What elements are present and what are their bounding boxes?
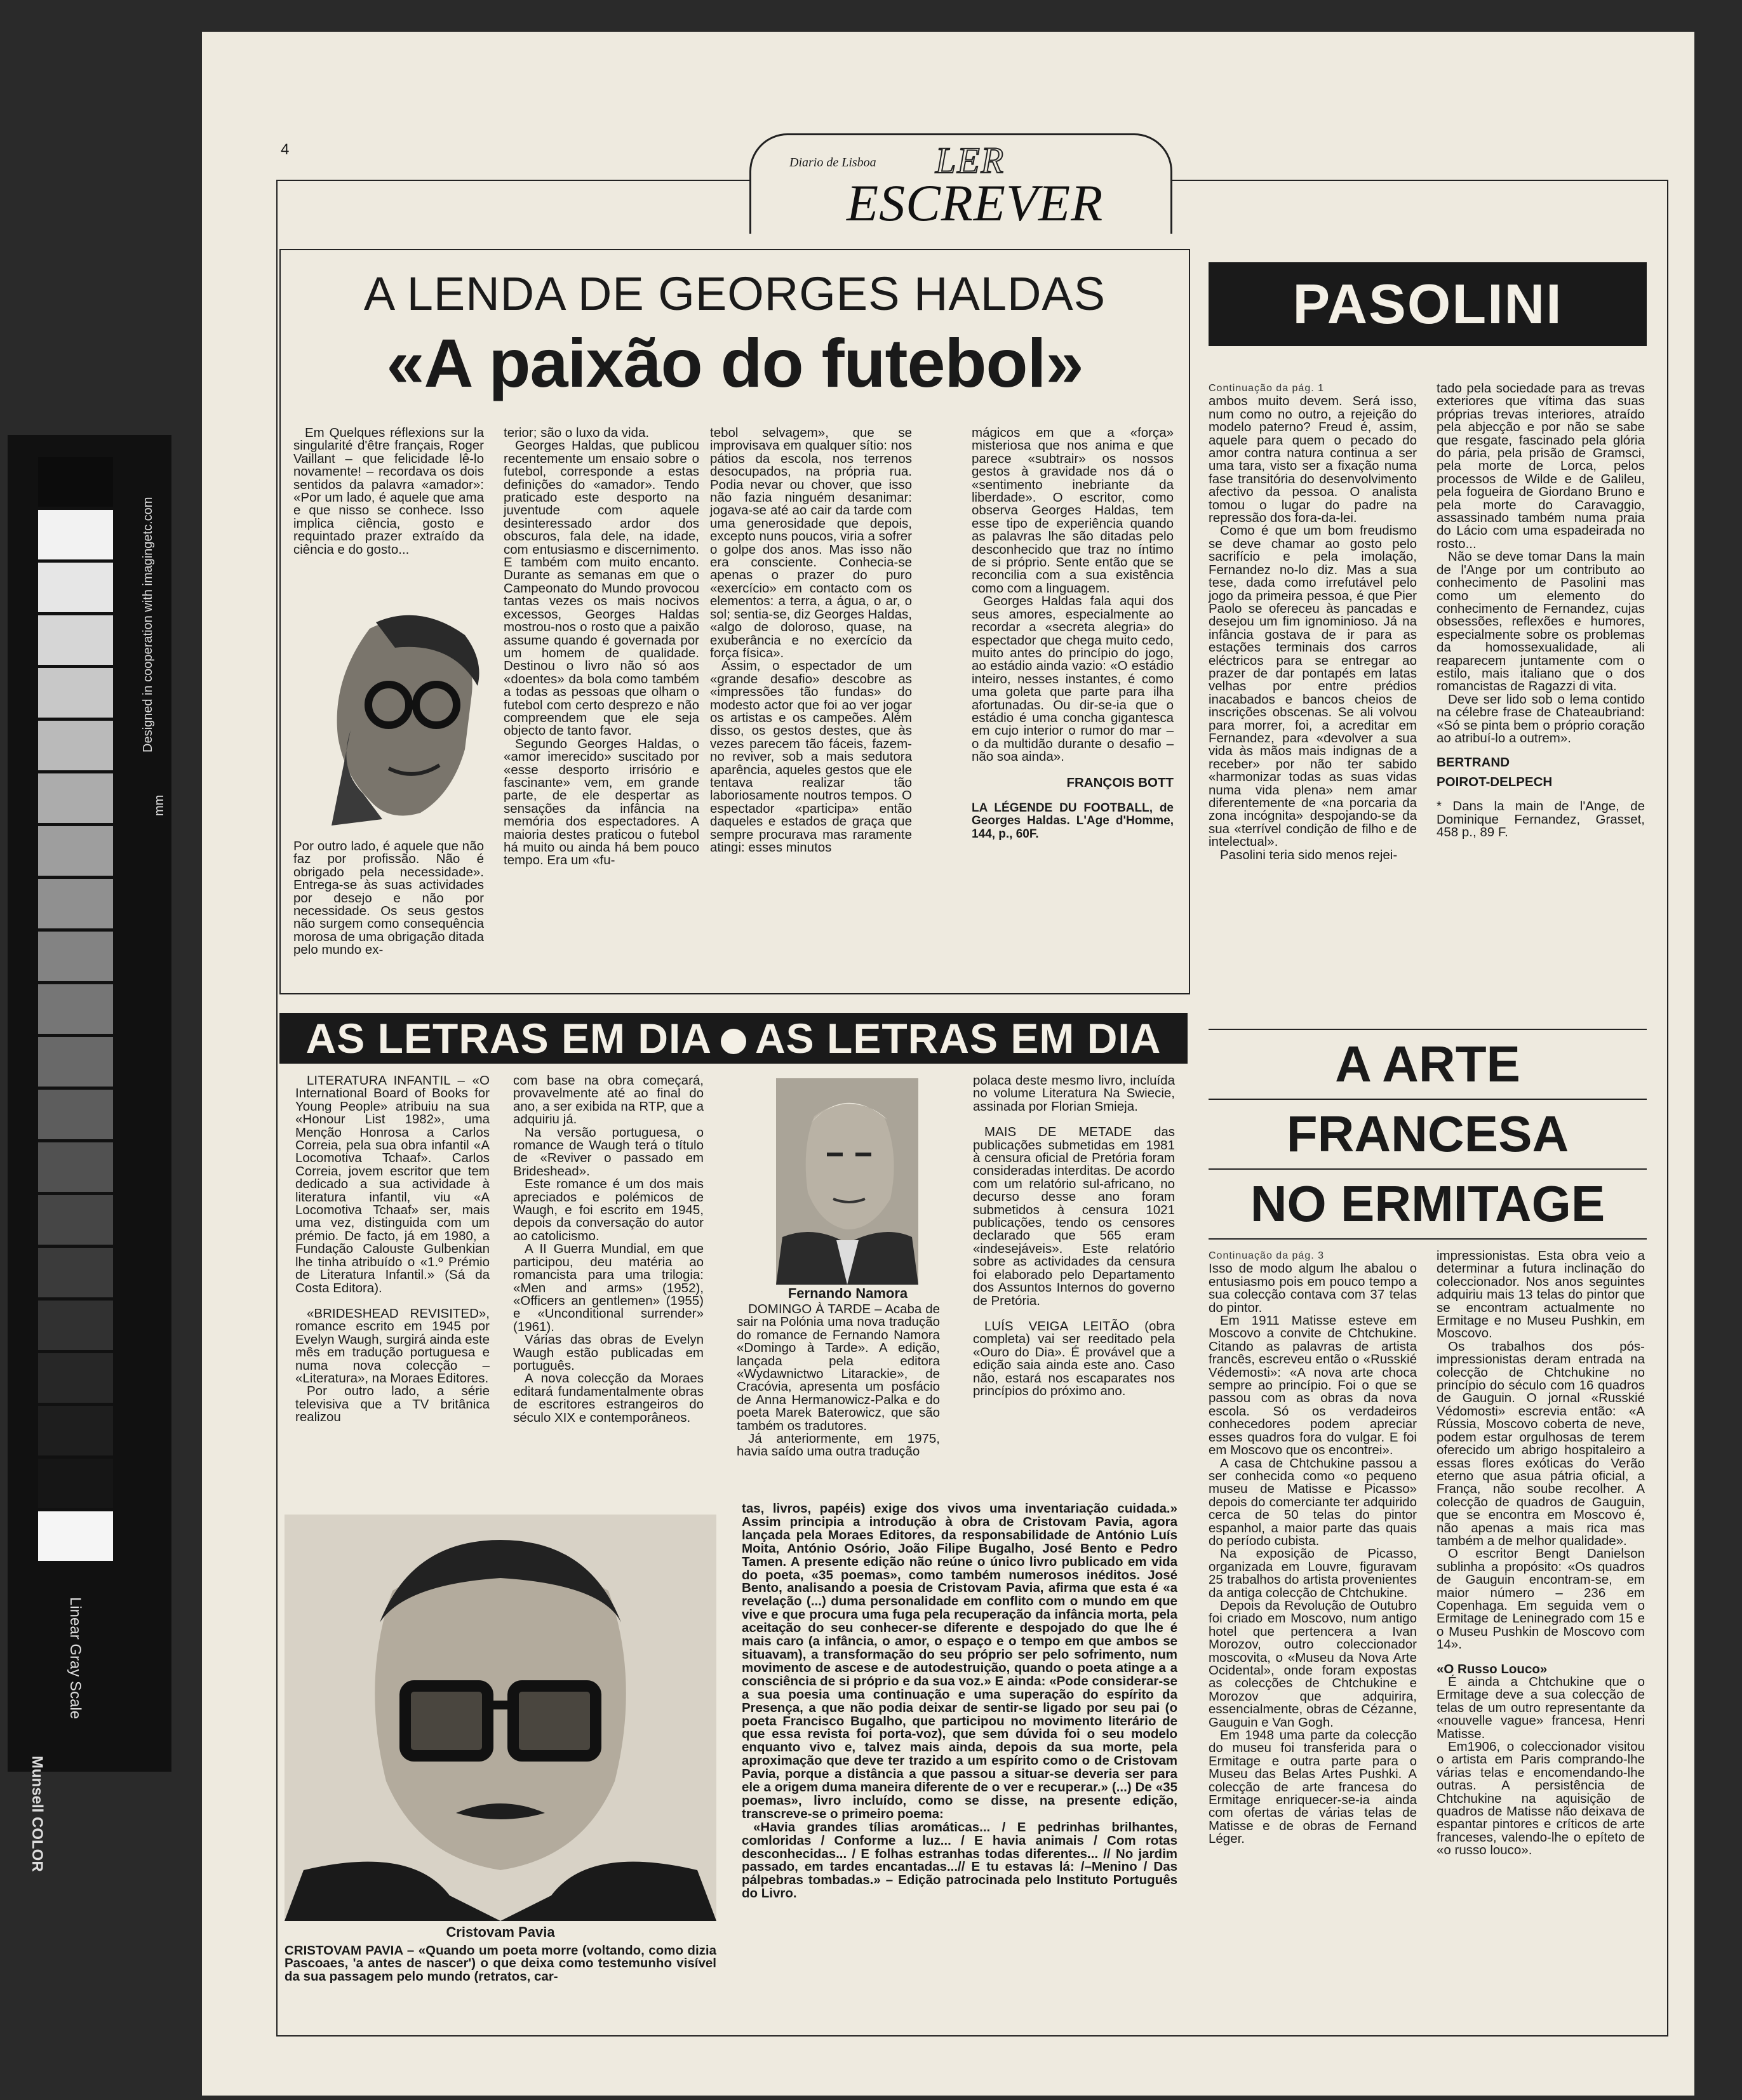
paragraph: MAIS DE METADE das publicações submetidas em 1981 à censura oficial de Pretória foram consideradas interditas. De acordo com um relatório sul-africano, no decurso desse ano foram submetidos à censura 1021 publicações, tendo os censores declarado que 565 eram «indesejáveis». Este relatório sobre as actividades da censura foi elaborado pelo Departamento dos Assuntos Internos do governo de Pretória. (973, 1125, 1175, 1308)
gray-swatch (38, 1037, 113, 1087)
gray-swatch (38, 1301, 113, 1350)
paragraph: mágicos em que a «força» misteriosa que nos anima e que parece «subtrair» os nossos gestos à gravidade nos dá o «sentimento inebriante da liberdade». O escritor, como observa Georges Haldas, tem esse tipo de experiência quando as palavras lhe são ditadas pelo desconhecido que traz no íntimo de si próprio. Sente então que se reconcilia com a sua existência como com a linguagem. (972, 425, 1174, 596)
paragraph: Por outro lado, a série televisiva que a TV britânica realizou (295, 1384, 490, 1425)
gray-swatch (38, 826, 113, 876)
gray-swatch (38, 1353, 113, 1403)
pasolini-note: * Dans la main de l'Ange, de Dominique Fernandez, Grasset, 458 p., 89 F. (1437, 799, 1645, 839)
letras-banner-right: AS LETRAS EM DIA (755, 1015, 1162, 1062)
paragraph: terior; são o luxo da vida. (504, 425, 650, 440)
main-col1-bottom (293, 840, 484, 957)
paragraph: Na versão portuguesa, o romance de Waugh terá o título de «Reviver o passado em Brideshead». (513, 1125, 704, 1179)
gray-swatch (38, 1195, 113, 1245)
pasolini-author-line2: POIROT-DELPECH (1437, 774, 1553, 789)
paragraph: Em1906, o coleccionador visitou o artista em Paris comprando-lhe várias telas e encomendando-lhe outras. A persistência de Chtchukine na aquisição de quadros de Matisse não deixava de espantar pintores e críticos de arte franceses, valendo-lhe o epíteto de «o russo louco». (1437, 1739, 1645, 1858)
bullet-icon (721, 1029, 746, 1054)
pasolini-author-line1: BERTRAND (1437, 755, 1510, 770)
gray-swatch (38, 721, 113, 770)
gray-mm-label: mm (152, 794, 166, 816)
paragraph: «BRIDESHEAD REVISITED», romance escrito em 1945 por Evelyn Waugh, surgirá ainda este mês em tradução portuguesa e numa nova colecção – «Literatura», na Moraes Editores. (295, 1306, 490, 1386)
paragraph: Os trabalhos dos pós-impressionistas deram entrada na colecção de Chtchukine no princípio do século com 16 quadros de Gauguin. O jornal «Russkié Védomosti» escrevia então: «A Rússia, Moscovo coberta de neve, podem estar orgulhosas de terem oferecido um abrigo hospitaleiro a essas flores exóticas do Verão eterno que asua pátria oficial, a França, não soube recolher. A colecção de quadros de Gauguin, que se encontra em Moscovo é, não apenas a mais rica mas também a de melhor qualidade». (1437, 1339, 1645, 1548)
letras-banner (279, 1013, 1188, 1064)
paragraph: Não se deve tomar Dans la main de l'Ange por um contributo ao conhecimento de Pasolini mas como um elemento do conhecimento de Fernandez, cujas obsessões, reflexões e humores, especialmente sobre os problemas da homossexualidade, ali reaparecem juntamente com o estilo, mais italiano que o dos romancistas de Ragazzi di vita. (1437, 549, 1645, 694)
gray-brand: Munsell COLOR (29, 1756, 46, 1872)
paragraph: Em Quelques réflexions sur la singularité d'être français, Roger Vaillant – que felicidade lê-lo novamente! – recordava os dois sentidos da palavra «amador»: «Por um lado, é aquele que ama e que nisso se conhece. Isso implica ciência, gosto e requintado prazer extraído da ciência e do gosto... (293, 425, 484, 557)
paragraph: É ainda a Chtchukine que o Ermitage deve a sua colecção de telas de um outro representante da «nouvelle vague» francesa, Henri Matisse. (1437, 1675, 1645, 1741)
namora-caption: Fernando Namora (787, 1285, 908, 1301)
gray-swatch (38, 510, 113, 559)
gray-swatch (38, 1459, 113, 1508)
gray-scale-name: Linear Gray Scale (67, 1597, 84, 1720)
paragraph: tebol selvagem», que se improvisava em qualquer sítio: nos pátios da escola, nos terrenos desocupados, na própria rua. Podia nevar ou chover, que isso não fazia ninguém desanimar: jogava-se até ao cair da tarde com uma generosidade que depois, excepto nuns poucos, viria a sofrer o golpe dos anos. Mas isso não era consciente. Conhecia-se apenas o prazer do puro «exercício» em contacto com os elementos: a terra, a água, o ar, o sol; sentia-se, diz Georges Haldas, «algo de doloroso, quase, na exuberância e no exercício da força física». (710, 425, 912, 660)
namora-photo (776, 1078, 918, 1285)
paragraph: polaca deste mesmo livro, incluída no volume Literatura Na Swiecie, assinada por Florian Smieja. (973, 1073, 1175, 1114)
arte-francesa-headline (1209, 1029, 1647, 1240)
gray-swatch (38, 668, 113, 718)
letras-col1 (295, 1074, 490, 1424)
pavia-text (742, 1502, 1177, 1901)
paragraph: Na exposição de Picasso, organizada em Louvre, figuravam 25 trabalhos do artista provenientes da antiga colecção de Chtchukine. (1209, 1546, 1417, 1600)
logo-ler: LER (935, 140, 1005, 181)
gray-swatch (38, 879, 113, 928)
subhead: «O Russo Louco» (1437, 1661, 1548, 1676)
paragraph: Este romance é um dos mais apreciados e polémicos de Waugh, e foi escrito em 1945, depois da conversação do autor ao catolicismo. (513, 1177, 704, 1243)
paragraph: com base na obra começará, provavelmente até ao final do ano, a ser exibida na RTP, que a adquiriu já. (513, 1073, 704, 1127)
gray-swatch (38, 1248, 113, 1297)
letras-col4 (973, 1074, 1175, 1398)
gray-swatch (38, 773, 113, 823)
haldas-portrait (293, 603, 492, 833)
continuation-label: Continuação da pág. 3 (1209, 1250, 1325, 1261)
paragraph: ambos muito devem. Será isso, num como no outro, a rejeição do modelo paterno? Freud é, assim, aquele para quem o pecado do amor contra natura continua a ser uma tara, visto ser a fixação numa fase transitória do desenvolvimento afectivo da pessoa. O analista tomou o lugar do padre na repressão dos fora-da-lei. (1209, 394, 1417, 526)
gray-swatch (38, 457, 113, 507)
pavia-caption-text (285, 1944, 716, 1983)
headline-line: FRANCESA (1209, 1100, 1647, 1170)
article-author: FRANÇOIS BOTT (1066, 775, 1174, 790)
headline-line: A ARTE (1209, 1029, 1647, 1100)
paragraph: Isso de modo algum lhe abalou o entusiasmo pois em pouco tempo a sua colecção contava com 37 telas do pintor. (1209, 1261, 1417, 1315)
paragraph: Deve ser lido sob o lema contido na célebre frase de Chateaubriand: «Só se pinta bem o próprio coração ao atribuí-lo a outrem». (1437, 692, 1645, 746)
gray-scale-target (8, 435, 171, 1872)
main-col4 (972, 427, 1174, 841)
paragraph: LUÍS VEIGA LEITÃO (obra completa) vai ser reeditado pela «Ouro do Dia». É provável que a edição saia ainda este ano. Caso não, estará nos escaparates nos princípios do próximo ano. (973, 1318, 1175, 1398)
gray-swatch (38, 984, 113, 1034)
paragraph: Várias das obras de Evelyn Waugh estão publicadas em português. (513, 1332, 704, 1373)
paragraph: Em 1948 uma parte da colecção do museu foi transferida para o Ermitage e outra parte para o Museu das Belas Artes Pushki. A colecção de arte francesa do Ermitage enriquecer-se-ia ainda com ofertas de várias telas de Matisse e de obras de Fernand Léger. (1209, 1728, 1417, 1847)
gray-swatch (38, 932, 113, 981)
arte-col1 (1209, 1250, 1417, 1846)
main-col1-top (293, 427, 484, 556)
paragraph: tado pela sociedade para as trevas exteriores que vítima das suas próprias trevas interiores, atraído pela abjecção e por não se sabe que resgate, fascinado pela glória do pária, pela prisão de Gramsci, pela morte de Lorca, pelos processos de Wilde e de Galileu, pela fogueira de Giordano Bruno e pela morte do Caravaggio, assassinado também numa praia do Lácio com uma espadeirada no rosto... (1437, 381, 1645, 551)
paragraph: DOMINGO À TARDE – Acaba de sair na Polónia uma nova tradução do romance de Fernando Namora «Domingo à Tarde». A edição, lançada pela editora «Wydawnictwo Litarackie», de Cracóvia, apresenta um posfácio de Anna Hermanowicz-Palka e do poeta Marek Baterowicz, que são também os tradutores. (737, 1302, 940, 1433)
gray-swatch (38, 1142, 113, 1192)
namora-photo-drawing (776, 1078, 918, 1285)
paragraph: O escritor Bengt Danielson sublinha a propósito: «Os quadros de Gauguin encontram-se, em maior número – 236 em Copenhaga. Em seguida vem o Ermitage de Leninegrado com 15 e o Museu Pushkin de Moscovo com 14». (1437, 1546, 1645, 1652)
pasolini-banner: PASOLINI (1209, 262, 1647, 346)
paragraph: Depois da Revolução de Outubro foi criado em Moscovo, num antigo hotel que pertencera a Ivan Morozov, outro coleccionador moscovita, o «Museu da Nova Arte Ocidental», onde foram expostas as colecções de Chtchukine e Morozov que adquirira, essencialmente, obras de Cézanne, Gauguin e Van Gogh. (1209, 1598, 1417, 1730)
paragraph: Em 1911 Matisse esteve em Moscovo a convite de Chtchukine. Citando as palavras de artista francês, escreveu então o «Russkié Védemosti»: «A nova arte choca sempre ao princípio. Foi o que se passou com as obras da nova escola. Só os verdadeiros conhecedores podem apreciar esses quadros fora do vulgar. E foi em Moscovo que os encontrei». (1209, 1313, 1417, 1458)
logo-escrever: ESCREVER (847, 174, 1104, 232)
gray-swatch (38, 1406, 113, 1455)
paragraph: Georges Haldas, que publicou recentemente um ensaio sobre o futebol, corresponde a estas definições do «amador». Tendo praticado este desporto na juventude com aquele desinteressado ardor dos obscuros, fala dele, na idade, com entusiasmo e discernimento. E também com muito encanto. Durante as semanas em que o Campeonato do Mundo provocou tantas vezes os mais nocivos excessos, Georges Haldas mostrou-nos o rosto que a paixão assume quando é governada por um homem de qualidade. Destinou o livro não só aos «doentes» da bola como também a todas as pessoas que olham o futebol com certo desprezo e não compreendem que ele seja objecto de tanto favor. (504, 438, 699, 739)
paragraph: Já anteriormente, em 1975, havia saído uma outra tradução (737, 1431, 940, 1459)
article-headline: «A paixão do futebol» (386, 324, 1083, 401)
gray-swatch (38, 1090, 113, 1139)
gray-swatch (38, 563, 113, 612)
paragraph: A II Guerra Mundial, em que participou, deu matéria ao romancista para uma trilogia: «Men and arms» (1952), «Officers an gentlemen» (1955) e «Unconditional surrender» (1961). (513, 1241, 704, 1334)
paragraph: A nova colecção da Moraes editará fundamentalmente obras de escritores estrangeiros do século XIX e contemporâneos. (513, 1371, 704, 1425)
gray-swatch (38, 1511, 113, 1561)
pasolini-col2 (1437, 382, 1645, 839)
gray-swatch (38, 615, 113, 665)
paragraph: CRISTOVAM PAVIA – «Quando um poeta morre (voltando, como dizia Pascoaes, 'a antes de nascer') o que deixa como testemunho visível da sua passagem pelo mundo (retratos, car- (285, 1943, 716, 1984)
page-number: 4 (281, 141, 290, 158)
pasolini-col1 (1209, 382, 1417, 862)
paragraph: Por outro lado, é aquele que não faz por profissão. Não é obrigado pela necessidade». Entrega-se às suas actividades por desejo e não por necessidade. Os seus gestos não surgem como consequência morosa de uma obrigação ditada pelo mundo ex- (293, 839, 484, 958)
paragraph: tas, livros, papéis) exige dos vivos uma inventariação cuidada.» Assim principia a introdução à obra de Cristovam Pavia, agora lançada pela Moraes Editores, da responsabilidade de António Luís Moita, António Osório, João Filipe Bugalho, José Bento e Pedro Tamen. A presente edição não reúne o único livro publicado em vida do poeta, «35 poemas», como também numerosos inéditos. José Bento, analisando a poesia de Cristovam Pavia, afirma que esta é «a revelação (...) duma personalidade em conflito com o mundo em que vive e que procura uma fuga pela recuperação da infância morta, pela aceitação do seu conhecer-se diferente e despojado do que lhe é mais caro (a infância, o amor, o espaço e o tempo em que ambos se situavam), a transformação do seu próprio ser pelo sofrimento, num movimento de ascese e de autodestruição, quando o poeta atinge a a consciência de si próprio e da sua voz.» E ainda: «Pode considerar-se a sua poesia uma continuação e uma superação do espírito da Presença, a que não podia deixar de sentir-se ligado por seu pai (o poeta Francisco Bugalho, que participou no movimento literário de que essa revista foi porta-voz), que sem dúvida foi o seu modelo enquanto vivo e, talvez mais ainda, depois da sua morte, pela aproximação que deve ter trazido a um espírito como o de Cristovam Pavia, porque a distância a que passou a situar-se deveria ser para ele a origem duma maneira diferente de o ver e recuperar.» (...) De «35 poemas», livro incluído, como se disse, na presente edição, transcreve-se o primeiro poema: (742, 1501, 1177, 1821)
headline-line: NO ERMITAGE (1209, 1170, 1647, 1240)
ler-escrever-logo (749, 133, 1172, 234)
pavia-portrait (285, 1515, 716, 1921)
paragraph: LITERATURA INFANTIL – «O International Board of Books for Young People» atribuiu na sua «Honour List 1982», uma Menção Honrosa a Carlos Correia, pela sua obra infantil «A Locomotiva Tchaaf». Carlos Correia, jovem escritor que tem dedicado a sua actividade à literatura infantil, viu «A Locomotiva Tchaaf» ser, mais uma vez, distinguida com um prémio. De facto, já em 1980, a Fundação Calouste Gulbenkian lhe tinha atribuído o «1.º Prémio de Literatura Infantil.» (Sá da Costa Editora). (295, 1073, 490, 1295)
logo-paper-name: Diario de Lisboa (789, 156, 876, 170)
paragraph: Georges Haldas fala aqui dos seus amores, especialmente ao recordar a «secreta alegria» do espectador que chega muito cedo, muito antes do princípio do jogo, ao estádio ainda vazio: «O estádio inteiro, nesses instantes, é como uma goleta que parte para ilha afortunadas. Ou dir-se-ia que o estádio é uma concha gigantesca em cujo interior o rumor do mar – o da multidão durante o desafio – não soa ainda». (972, 594, 1174, 765)
letras-banner-left: AS LETRAS EM DIA (305, 1015, 712, 1062)
paragraph: Segundo Georges Haldas, o «amor imerecido» suscitado por «esse desporto irrisório e fascinante» vem, em grande parte, de ele despertar as sensações da infância na memória dos espectadores. A maioria destes praticou o futebol há muito ou ainda há bem pouco tempo. Era um «fu- (504, 736, 699, 868)
main-col3 (710, 427, 912, 854)
paragraph: Assim, o espectador de um «grande desafio» descobre as «impressões tão fundas» do modesto actor que foi ao ver jogar os artistas e os campeões. Além disso, os gestos destes, que às vezes parecem tão fáceis, fazem-no reviver, sob a mais sedutora aparência, aqueles gestos que ele tentava realizar tão laboriosamente noutros tempos. O espectador «participa» então daqueles e estados de graça que sempre procurava mas raramente atingi: esses minutos (710, 659, 912, 855)
gray-side-text: Designed in cooperation with imagingetc.com (141, 497, 155, 752)
paragraph: impressionistas. Esta obra veio a determinar a futura inclinação do coleccionador. Nos anos seguintes adquiriu mais 13 telas do pintor que se encontram actualmente no Ermitage e no Museu Pushkin, em Moscovo. (1437, 1248, 1645, 1341)
paragraph: Como é que um bom freudismo se deve chamar ao gosto pelo sacrifício e pela imolação, Fernandez no-lo diz. Mas a sua tese, dada como irrefutável pelo jogo da primeira pessoa, é que Pier Paolo se ofereceu às pancadas e desejou um fim ignominioso. Já na infância gostava de ir para as estações terminais dos carros eléctricos para se entregar ao prazer de dar pontapés em latas velhas por entre prédios inacabados e bancos cheios de inscrições obscenas. Se ali volvou para morrer, foi, a acreditar em Fernandez, para «devolver a sua vida às mãos mais indignas de a receber» por não ter sabido «harmonizar todas as suas vidas numa vida plena» nem amar diferentemente de «na porcaria da zona incógnita» despojando-se da sua «terrível condição de filho e de intelectual». (1209, 523, 1417, 850)
paragraph: A casa de Chtchukine passou a ser conhecida como «o pequeno museu de Matisse e Picasso» depois do comerciante ter adquirido cerca de 50 telas do pintor espanhol, a maior parte das quais do período cubista. (1209, 1455, 1417, 1548)
pavia-portrait-drawing (285, 1515, 716, 1921)
letras-col2 (513, 1074, 704, 1424)
pavia-caption: Cristovam Pavia (446, 1924, 555, 1940)
continuation-label: Continuação da pág. 1 (1209, 383, 1325, 394)
book-note: LA LÉGENDE DU FOOTBALL, de Georges Haldas. L'Age d'Homme, 144, p., 60F. (972, 801, 1174, 841)
paragraph: Pasolini teria sido menos rejei- (1220, 847, 1398, 862)
poem: «Havia grandes tílias aromáticas... / E pedrinhas brilhantes, comloridas / Conforme a luz... / E havia animais / Com rotas desconhecidas... / E folhas estranhas todas diferentes... // No jardim passado, em tardes encantadas...// E tu estavas lá: /–Menino / Das pálpebras tombadas.» – Edição patrocinada pelo Instituto Português do Livro. (742, 1819, 1177, 1901)
haldas-portrait-drawing (293, 603, 492, 833)
main-col2 (504, 427, 699, 867)
article-kicker: A LENDA DE GEORGES HALDAS (363, 267, 1106, 320)
letras-col3 (737, 1303, 940, 1459)
arte-col2 (1437, 1250, 1645, 1857)
